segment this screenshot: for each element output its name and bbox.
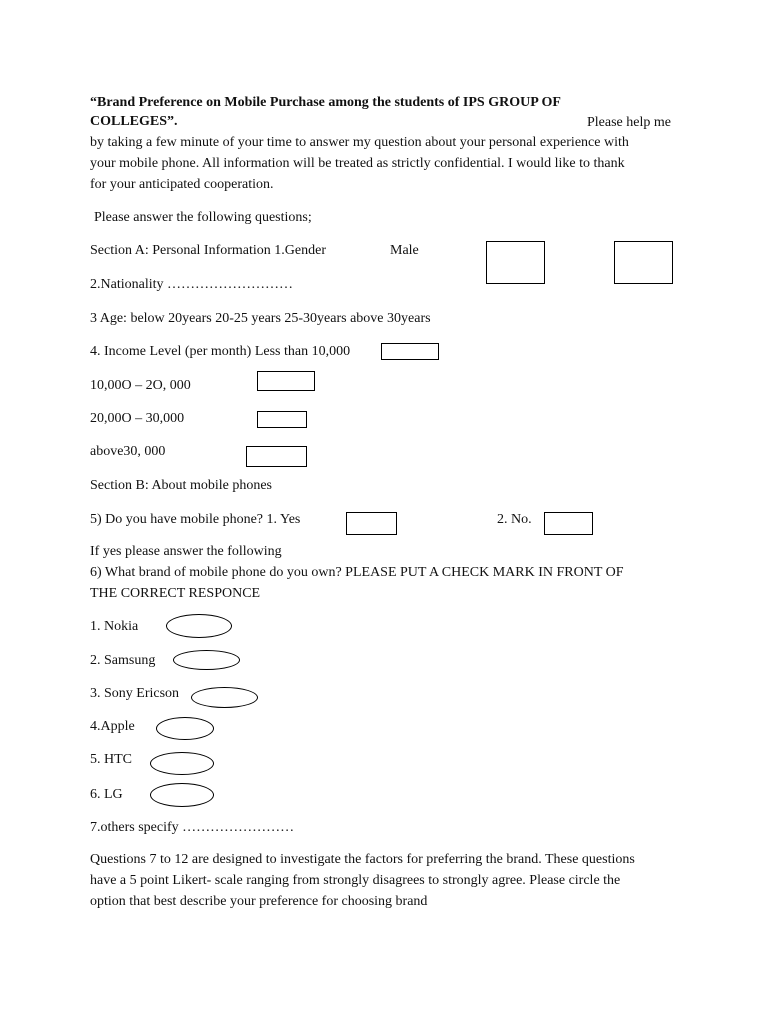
intro-lead: Please help me [587,115,671,130]
brand-htc-oval[interactable] [150,752,214,775]
if-yes-note: If yes please answer the following [90,544,282,559]
q5-yes-checkbox[interactable] [346,512,397,535]
likert-intro-line-3: option that best describe your preference for choosing brand [90,894,428,909]
income-option-3: 20,00O – 30,000 [90,411,185,426]
income-option-4-checkbox[interactable] [246,446,307,467]
nationality-question: 2.Nationality ……………………… [90,277,293,292]
section-b-heading: Section B: About mobile phones [90,478,272,493]
income-option-1-checkbox[interactable] [381,343,439,360]
brand-option-samsung: 2. Samsung [90,653,156,668]
intro-line-2: your mobile phone. All information will be treated as strictly confidential. I would like to thank [90,156,625,171]
female-checkbox[interactable] [614,241,673,284]
likert-intro-line-1: Questions 7 to 12 are designed to investigate the factors for preferring the brand. These questions [90,852,635,867]
brand-option-apple: 4.Apple [90,719,135,734]
male-label: Male [390,243,419,258]
q6-line-1: 6) What brand of mobile phone do you own? PLEASE PUT A CHECK MARK IN FRONT OF [90,565,624,580]
intro-line-1: by taking a few minute of your time to answer my question about your personal experience with [90,135,629,150]
likert-intro-line-2: have a 5 point Likert- scale ranging from strongly disagrees to strongly agree. Please circle the [90,873,621,888]
male-checkbox[interactable] [486,241,545,284]
gender-question: Section A: Personal Information 1.Gender [90,243,327,258]
brand-apple-oval[interactable] [156,717,214,740]
brand-nokia-oval[interactable] [166,614,232,638]
brand-option-lg: 6. LG [90,787,123,802]
q5-no-label: 2. No. [497,512,532,527]
age-question: 3 Age: below 20years 20-25 years 25-30years above 30years [90,311,431,326]
income-option-2: 10,00O – 2O, 000 [90,378,191,393]
income-question: 4. Income Level (per month) Less than 10,000 [90,344,351,359]
survey-title-line-1: “Brand Preference on Mobile Purchase among the students of IPS GROUP OF [90,95,561,110]
income-option-4: above30, 000 [90,444,166,459]
brand-sony-ericson-oval[interactable] [191,687,258,708]
income-option-2-checkbox[interactable] [257,371,315,391]
brand-option-nokia: 1. Nokia [90,619,139,634]
brand-option-others: 7.others specify …………………… [90,820,295,835]
intro-line-3: for your anticipated cooperation. [90,177,274,192]
brand-option-sony-ericson: 3. Sony Ericson [90,686,180,701]
brand-samsung-oval[interactable] [173,650,240,670]
q6-line-2: THE CORRECT RESPONCE [90,586,261,601]
survey-title-line-2: COLLEGES”. [90,114,178,129]
instruction: Please answer the following questions; [94,210,312,225]
brand-lg-oval[interactable] [150,783,214,807]
q5-no-checkbox[interactable] [544,512,593,535]
brand-option-htc: 5. HTC [90,752,132,767]
income-option-3-checkbox[interactable] [257,411,307,428]
q5-question: 5) Do you have mobile phone? 1. Yes [90,512,301,527]
